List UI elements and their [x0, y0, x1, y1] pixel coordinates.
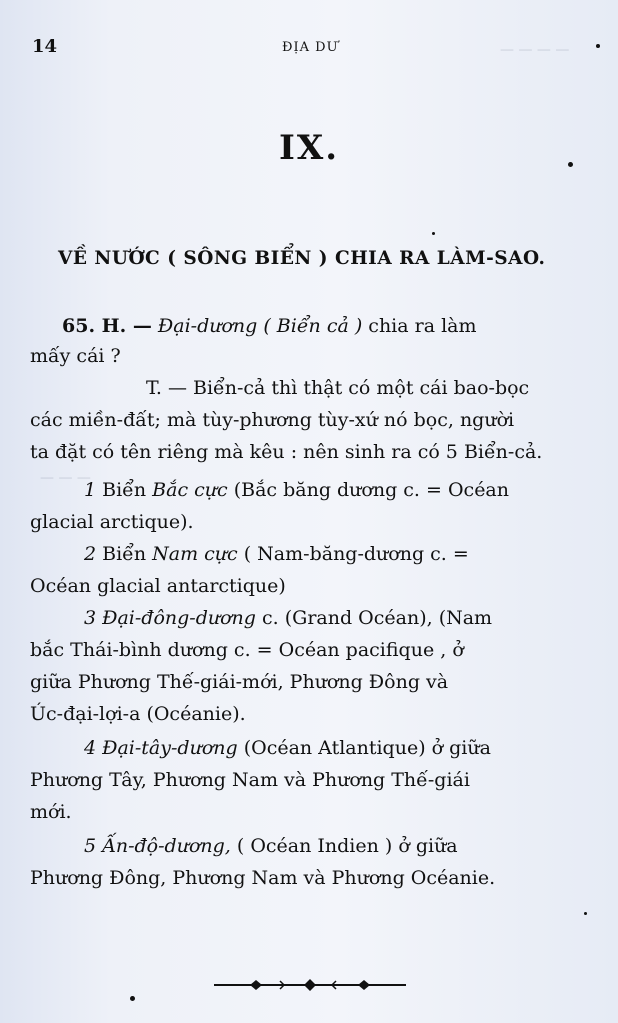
ocean-name: Đại-tây-dương	[102, 737, 238, 759]
answer-line-3: ta đặt có tên riêng mà kêu : nên sinh ra có 5 Biển-cả.	[30, 441, 543, 463]
page-number: 14	[32, 36, 58, 57]
ink-speck	[596, 44, 600, 48]
ocean-detail: c. (Grand Océan), (Nam	[262, 607, 493, 629]
ocean-4-line-3: mới.	[30, 801, 72, 823]
ocean-number: 1	[84, 479, 97, 501]
ocean-3-line-3: giữa Phương Thế-giái-mới, Phương Đông và	[30, 671, 449, 693]
ocean-2-line-1	[84, 540, 590, 568]
running-head: ĐỊA DƯ	[282, 40, 339, 55]
ocean-3-line-1	[84, 604, 590, 632]
ocean-number: 5	[84, 835, 97, 857]
ocean-prefix: Biển	[102, 479, 147, 501]
section-title: VỀ NƯỚC ( SÔNG BIỂN ) CHIA RA LÀM-SAO.	[58, 248, 546, 269]
ocean-name: Đại-đông-dương	[102, 607, 256, 629]
question-line-1	[62, 312, 588, 340]
ink-speck	[130, 996, 135, 1001]
ocean-number: 3	[84, 607, 97, 629]
question-line-2: mấy cái ?	[30, 345, 121, 367]
ocean-3-line-4: Úc-đại-lợi-a (Océanie).	[30, 703, 246, 725]
ocean-detail: (Bắc băng dương c. = Océan	[233, 479, 509, 501]
ink-speck	[432, 232, 435, 235]
ocean-number: 2	[84, 543, 97, 565]
bleed-through-text: — — — —	[500, 42, 570, 58]
ocean-2-line-2: Océan glacial antarctique)	[30, 575, 286, 597]
answer-line-1: T. — Biển-cả thì thật có một cái bao-bọc	[146, 377, 530, 399]
ocean-name: Nam cực	[152, 543, 238, 565]
chapter-number: IX.	[278, 128, 340, 168]
ocean-3-line-2: bắc Thái-bình dương c. = Océan pacifique , ở	[30, 639, 464, 661]
question-paren: ( Biển cả )	[263, 315, 363, 337]
ocean-number: 4	[84, 737, 97, 759]
question-rest: chia ra làm	[368, 315, 477, 337]
question-number: 65. H. —	[62, 315, 152, 337]
ocean-detail: (Océan Atlantique) ở giữa	[243, 737, 491, 759]
ocean-prefix: Biển	[102, 543, 147, 565]
ocean-1-line-1	[84, 476, 590, 504]
ornament-divider	[210, 978, 410, 992]
bleed-through-text: — — —	[40, 470, 91, 486]
ocean-5-line-2: Phương Đông, Phương Nam và Phương Océanie.	[30, 867, 496, 889]
ocean-4-line-1	[84, 734, 590, 762]
ocean-1-line-2: glacial arctique).	[30, 511, 194, 533]
ocean-detail: ( Nam-băng-dương c. =	[243, 543, 469, 565]
ocean-5-line-1	[84, 832, 590, 860]
ink-speck	[584, 912, 587, 915]
answer-line-2: các miền-đất; mà tùy-phương tùy-xứ nó bọc, người	[30, 409, 515, 431]
ocean-name: Bắc cực	[152, 479, 228, 501]
ocean-detail: ( Océan Indien ) ở giữa	[236, 835, 458, 857]
ocean-4-line-2: Phương Tây, Phương Nam và Phương Thế-giái	[30, 769, 470, 791]
ink-speck	[568, 162, 573, 167]
ocean-name: Ấn-độ-dương,	[102, 835, 231, 857]
question-subject: Đại-dương	[157, 315, 258, 337]
